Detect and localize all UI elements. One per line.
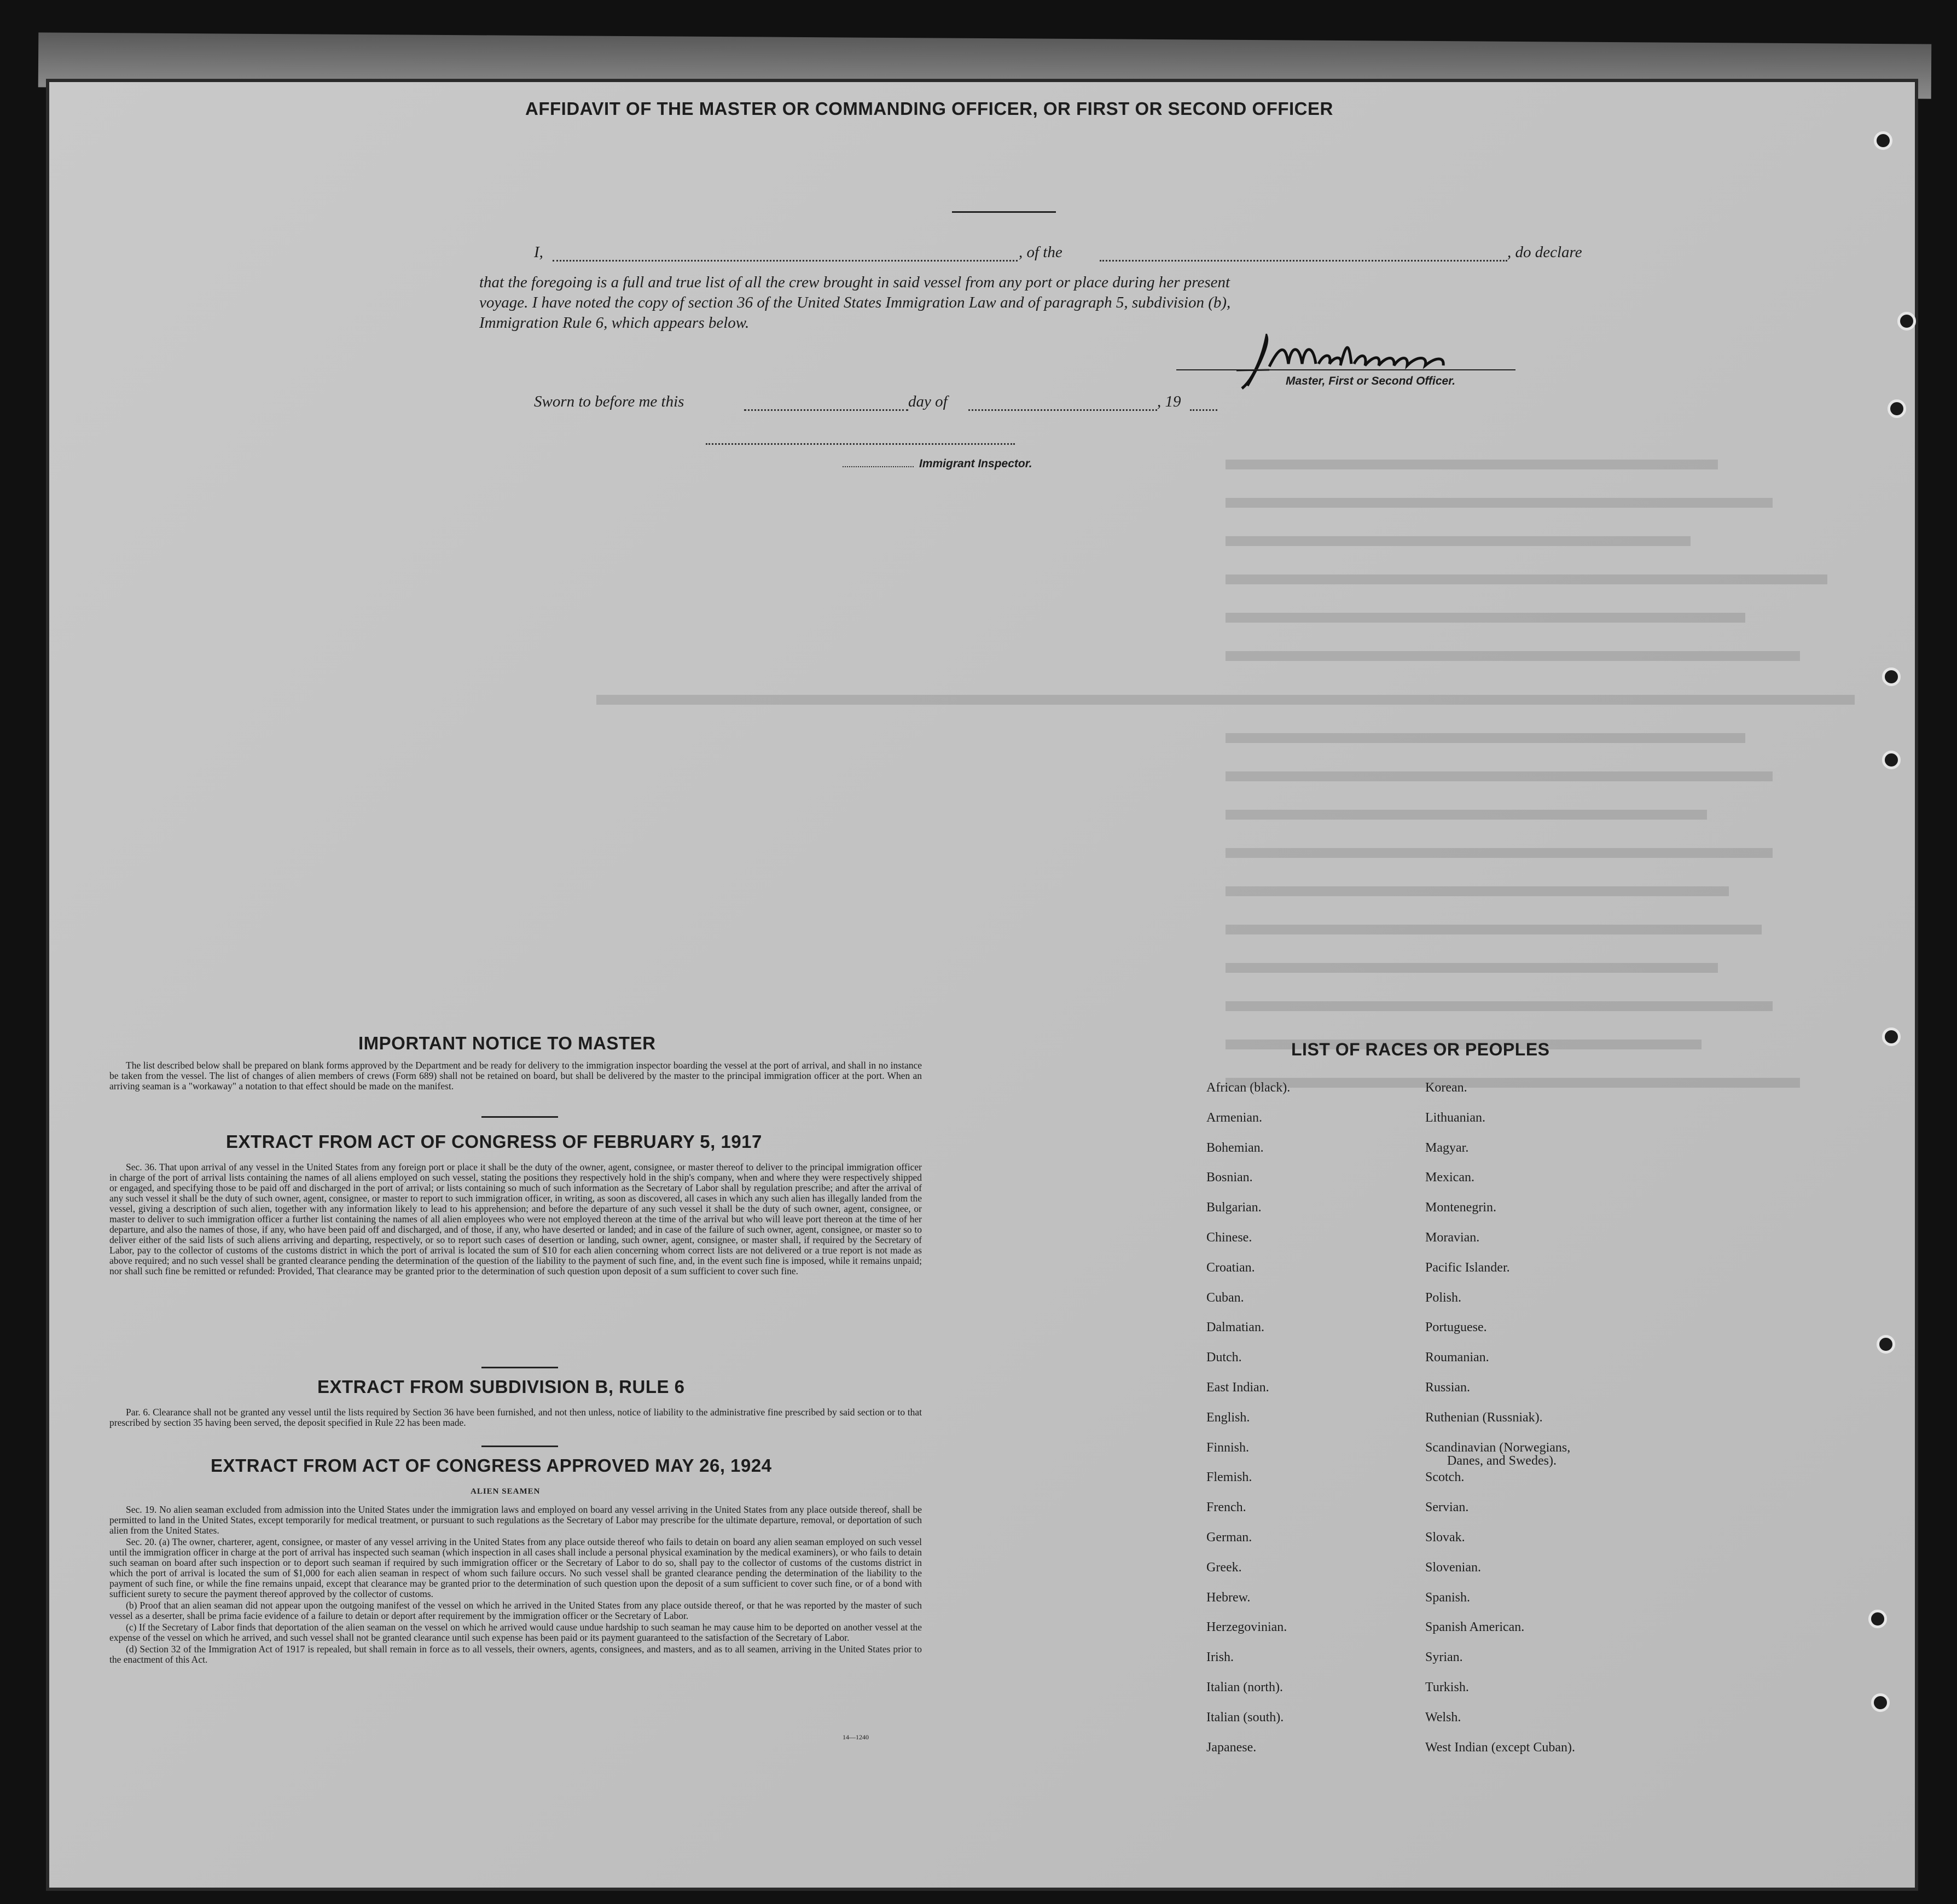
race-item: Hebrew.: [1206, 1590, 1251, 1605]
divider: [481, 1116, 558, 1118]
race-item: Montenegrin.: [1425, 1200, 1496, 1215]
extract-1917-title: EXTRACT FROM ACT OF CONGRESS OF FEBRUARY 5, 1917: [226, 1131, 762, 1152]
race-item: Turkish.: [1425, 1680, 1469, 1694]
notice-title: IMPORTANT NOTICE TO MASTER: [358, 1033, 656, 1053]
race-item: Mexican.: [1425, 1170, 1474, 1185]
race-item: English.: [1206, 1410, 1250, 1425]
inspector-label: Immigrant Inspector.: [919, 457, 1032, 470]
race-item: Welsh.: [1425, 1710, 1461, 1725]
binder-hole: [1868, 1610, 1887, 1628]
section-20a-paragraph: Sec. 20. (a) The owner, charterer, agent, consignee, or master of any vessel arriving in the United States from any place outside thereof who fails to detain on board any alien seaman employed on such vessel until the immigration officer in charge at the port of arrival has inspected such seaman (which inspection in all cases shall include a personal physical examination by the medical examiners), or who fails to detain such seaman on board after such inspection or to deport such seaman if required by such immigration officer or the Secretary of Labor to do so, shall pay to the collector of customs of the customs district in which the port of arrival is located the sum of $1,000 for each alien seaman in respect of whom such failure occurs. No such vessel shall be granted clearance pending the determination of the liability to the payment of such fine, or while the fine remains unpaid, except that clearance may be granted prior to the determination of such question upon the deposit of a sum sufficient to cover such fine, or of a bond with sufficient surety to secure the payment thereof approved by the collector of customs.: [109, 1536, 922, 1599]
race-item: Chinese.: [1206, 1230, 1252, 1245]
signature-line: [1176, 369, 1515, 370]
race-item: Italian (south).: [1206, 1710, 1284, 1725]
alien-seamen-subtitle: ALIEN SEAMEN: [471, 1487, 541, 1496]
section-20c-paragraph: (c) If the Secretary of Labor finds that deportation of the alien seaman on the vessel on which he arrived would cause undue hardship to such seaman he may cause him to be deported on another vessel at the expense of the vessel on which he arrived, and such vessel shall not be granted clearance until such expense has been paid or its payment guaranteed to the satisfaction of the Secretary of Labor.: [109, 1622, 922, 1643]
affidavit-do-declare: , do declare: [1507, 243, 1582, 261]
race-item: Spanish.: [1425, 1590, 1471, 1605]
bleed-through: [1226, 613, 1745, 623]
race-item: Croatian.: [1206, 1260, 1255, 1275]
race-item: French.: [1206, 1500, 1246, 1515]
bleed-through: [1226, 574, 1827, 584]
section-20b-paragraph: (b) Proof that an alien seaman did not appear upon the outgoing manifest of the vessel on which he arrived in the United States from any place outside thereof, or that he was reported by the master of such vessel as a deserter, shall be prima facie evidence of a failure to detain or deport after requirement by the immigration officer or the Secretary of Labor.: [109, 1600, 922, 1621]
day-of-label: day of: [908, 393, 948, 410]
race-item: Finnish.: [1206, 1440, 1250, 1455]
race-item: Dalmatian.: [1206, 1320, 1264, 1335]
bleed-through: [1226, 460, 1718, 469]
affidavit-i-label: I,: [534, 243, 543, 261]
race-item: African (black).: [1206, 1081, 1291, 1095]
divider: [481, 1367, 558, 1368]
affidavit-line-4: Immigration Rule 6, which appears below.: [479, 314, 750, 332]
bleed-through: [1226, 651, 1800, 661]
race-item: Scotch.: [1425, 1470, 1465, 1485]
race-item-continuation: Danes, and Swedes).: [1447, 1453, 1557, 1468]
binder-hole: [1882, 751, 1901, 769]
bleed-through: [1226, 771, 1773, 781]
race-item: Polish.: [1425, 1290, 1462, 1305]
race-item: Slovak.: [1425, 1530, 1465, 1545]
bleed-through: [1226, 810, 1707, 820]
race-item: Syrian.: [1425, 1650, 1463, 1665]
affidavit-line-2: that the foregoing is a full and true list of all the crew brought in said vessel from any port or place during her present: [479, 274, 1230, 291]
race-item: Ruthenian (Russniak).: [1425, 1410, 1543, 1425]
binder-hole: [1882, 667, 1901, 686]
bleed-through: [1226, 1001, 1773, 1011]
extract-1917-text: [109, 1162, 922, 1278]
section-20d-paragraph: (d) Section 32 of the Immigration Act of 1917 is repealed, but shall remain in force as to all vessels, their owners, agents, consignees, and masters, and as to all seamen, arriving in the United States prior to the enactment of this Act.: [109, 1644, 922, 1665]
bleed-through: [1226, 733, 1745, 743]
race-item: Armenian.: [1206, 1110, 1262, 1125]
binder-hole: [1897, 312, 1916, 330]
notice-paragraph: The list described below shall be prepared on blank forms approved by the Department and be ready for delivery to the immigration inspector boarding the vessel at the port of arrival, and shall in no instance be taken from the vessel. The list of changes of alien members of crews (Form 689) shall not be retained on board, but shall be delivered by the master to the principal immigration officer at the port. When an arriving seaman is a "workaway" a notation to that effect should be made on the manifest.: [109, 1060, 922, 1092]
bleed-through: [1226, 886, 1729, 896]
name-blank[interactable]: [553, 260, 1018, 262]
binder-hole: [1874, 131, 1892, 150]
form-number: 14—1240: [843, 1733, 869, 1741]
inspector-signature-blank[interactable]: [706, 443, 1015, 445]
divider: [481, 1446, 558, 1447]
race-item: Roumanian.: [1425, 1350, 1489, 1365]
race-item: Japanese.: [1206, 1740, 1257, 1755]
rule-6-text: [109, 1407, 922, 1429]
bleed-through: [1226, 848, 1773, 858]
rule-6-title: EXTRACT FROM SUBDIVISION B, RULE 6: [317, 1377, 685, 1397]
day-blank[interactable]: [744, 409, 908, 411]
race-item: Italian (north).: [1206, 1680, 1283, 1694]
race-item: Flemish.: [1206, 1470, 1252, 1485]
binder-hole: [1882, 1028, 1901, 1046]
section-36-paragraph: Sec. 36. That upon arrival of any vessel in the United States from any foreign port or place it shall be the duty of the owner, agent, consignee, or master thereof to deliver to the principal immigration officer in charge of the port of arrival lists containing the names of all aliens employed on such vessel, stating the positions they respectively hold in the ship's company, when and where they were respectively shipped or engaged, and specifying those to be paid off and discharged in the port of arrival; or lists containing so much of such information as the Secretary of Labor shall by regulation prescribe; and after the arrival of any such vessel it shall be the duty of such owner, agent, consignee, or master to report to such immigration officer, in writing, as soon as discovered, all cases in which any such alien has illegally landed from the vessel, giving a description of such alien, together with any information likely to lead to his apprehension; and before the departure of any such vessel it shall be the duty of such owner, agent, consignee, or master to deliver to such immigration officer a further list containing the names of all alien employees who were not employed thereon at the time of the arrival but who will leave port thereon at the time of her departure, and also the names of those, if any, who have been paid off and discharged, and of those, if any, who have deserted or landed; and in case of the failure of such owner, agent, consignee, or master so to deliver either of the said lists of such aliens arriving and departing, respectively, or so to report such cases of desertion or landing, such owner, agent, consignee, or master shall, if required by the Secretary of Labor, pay to the collector of customs of the customs district in which the port of arrival is located the sum of $10 for each alien concerning whom correct lists are not delivered or a true report is not made as above required; and no such vessel shall be granted clearance pending the determination of the question of the liability to the payment of such fine, and, in the event such fine is imposed, while it remains unpaid; nor shall such fine be remitted or refunded: Provided, That clearance may be granted prior to the determination of such question upon deposit of a sum sufficient to cover such fine.: [109, 1162, 922, 1276]
bleed-through: [1226, 1078, 1800, 1088]
race-item: Herzegovinian.: [1206, 1620, 1287, 1635]
race-item: Russian.: [1425, 1380, 1471, 1395]
bleed-through: [1226, 498, 1773, 508]
race-item: Irish.: [1206, 1650, 1234, 1665]
notice-text: [109, 1060, 922, 1093]
inspector-leader: [843, 466, 914, 467]
race-item: Bulgarian.: [1206, 1200, 1262, 1215]
race-item: Bohemian.: [1206, 1140, 1264, 1155]
vessel-blank[interactable]: [1100, 260, 1507, 262]
race-item: Lithuanian.: [1425, 1110, 1485, 1125]
races-title: LIST OF RACES OR PEOPLES: [1291, 1040, 1550, 1059]
race-item: German.: [1206, 1530, 1252, 1545]
race-item: Korean.: [1425, 1081, 1467, 1095]
race-item: Slovenian.: [1425, 1560, 1481, 1575]
affidavit-title: AFFIDAVIT OF THE MASTER OR COMMANDING OFFICER, OR FIRST OR SECOND OFFICER: [525, 98, 1333, 119]
race-item: Dutch.: [1206, 1350, 1242, 1365]
paragraph-6: Par. 6. Clearance shall not be granted any vessel until the lists required by Section 36 have been furnished, and not then unless, notice of liability to the administrative fine prescribed by said section or to that prescribed by section 35 having been served, the deposit specified in Rule 22 has been made.: [109, 1407, 922, 1428]
officer-label: Master, First or Second Officer.: [1286, 375, 1456, 387]
race-item: East Indian.: [1206, 1380, 1269, 1395]
extract-1924-title: EXTRACT FROM ACT OF CONGRESS APPROVED MAY 26, 1924: [211, 1455, 772, 1476]
year-blank[interactable]: [1190, 409, 1217, 411]
binder-hole: [1877, 1335, 1895, 1354]
race-item: Greek.: [1206, 1560, 1242, 1575]
bleed-through: [1226, 925, 1762, 934]
race-item: Spanish American.: [1425, 1620, 1525, 1635]
affidavit-of-the: , of the: [1019, 243, 1062, 261]
race-item: Scandinavian (Norwegians,: [1425, 1440, 1571, 1455]
race-item: Servian.: [1425, 1500, 1469, 1515]
race-item: Moravian.: [1425, 1230, 1480, 1245]
extract-1924-text: [109, 1505, 922, 1666]
sworn-label: Sworn to before me this: [534, 393, 684, 410]
binder-hole: [1888, 399, 1906, 418]
race-item: Magyar.: [1425, 1140, 1469, 1155]
bleed-through: [1226, 963, 1718, 973]
month-blank[interactable]: [968, 409, 1157, 411]
year-prefix: , 19: [1157, 393, 1181, 410]
race-item: Pacific Islander.: [1425, 1260, 1510, 1275]
affidavit-line-3: voyage. I have noted the copy of section 36 of the United States Immigration Law and of paragraph 5, subdivision (b),: [479, 294, 1231, 311]
race-item: Cuban.: [1206, 1290, 1244, 1305]
race-item: Bosnian.: [1206, 1170, 1253, 1185]
binder-hole: [1871, 1693, 1890, 1712]
section-19-paragraph: Sec. 19. No alien seaman excluded from admission into the United States under the immigration laws and employed on board any vessel arriving in the United States from any place outside thereof, shall be permitted to land in the United States, except temporarily for medical treatment, or pursuant to such regulations as the Secretary of Labor may prescribe for the ultimate departure, removal, or deportation of such alien from the United States.: [109, 1504, 922, 1536]
bleed-through: [1226, 536, 1691, 546]
race-item: West Indian (except Cuban).: [1425, 1740, 1575, 1755]
bleed-through: [596, 695, 1855, 705]
race-item: Portuguese.: [1425, 1320, 1487, 1335]
divider: [952, 211, 1056, 213]
